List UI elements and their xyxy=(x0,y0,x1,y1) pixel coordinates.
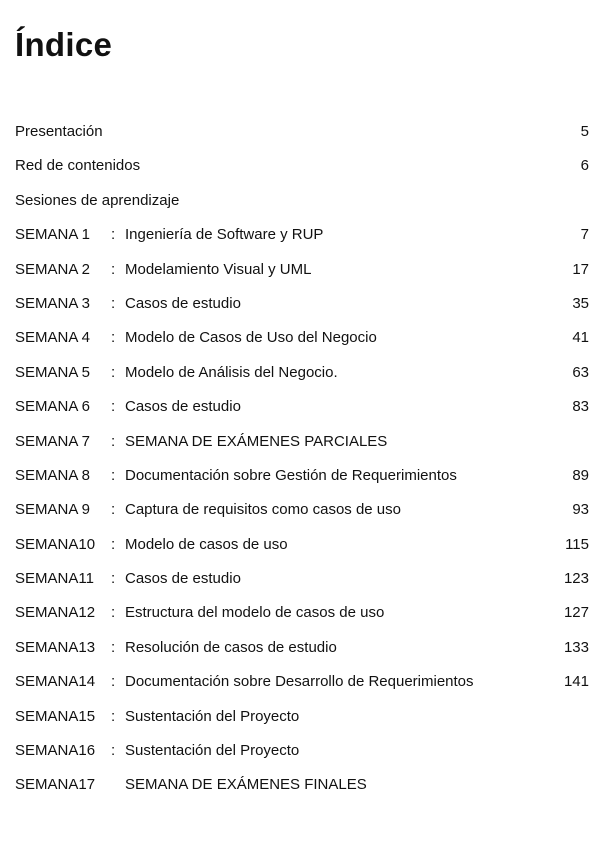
toc-row-week xyxy=(15,465,589,499)
toc-page-number: 7 xyxy=(580,226,589,244)
toc-row-week xyxy=(15,362,589,396)
toc-page-number: 35 xyxy=(572,294,589,312)
toc-row-week xyxy=(15,602,589,636)
toc-row-week xyxy=(15,671,589,705)
toc-week-topic: Documentación sobre Gestión de Requerimientos xyxy=(125,466,457,484)
toc-separator: : xyxy=(111,226,116,244)
toc-separator: : xyxy=(111,398,116,416)
toc-row-intro xyxy=(15,155,589,189)
toc-row-week xyxy=(15,327,589,361)
toc-week-label: SEMANA 4 xyxy=(15,329,91,347)
toc-page-number: 6 xyxy=(580,157,589,175)
toc-entry-label: Red de contenidos xyxy=(15,157,141,175)
toc-row-week xyxy=(15,499,589,533)
toc-row-week xyxy=(15,293,589,327)
toc-page-number: 123 xyxy=(563,570,589,588)
toc-row-week xyxy=(15,431,589,465)
toc-separator: : xyxy=(111,329,116,347)
toc-week-topic: SEMANA DE EXÁMENES FINALES xyxy=(125,776,367,794)
toc-page-number: 133 xyxy=(563,638,589,656)
table-of-contents xyxy=(15,121,589,809)
toc-row-week xyxy=(15,568,589,602)
toc-row-week xyxy=(15,774,589,808)
toc-week-label: SEMANA14 xyxy=(15,673,96,691)
toc-separator: : xyxy=(111,535,116,553)
page-title: Índice xyxy=(15,26,113,63)
toc-separator: : xyxy=(111,673,116,691)
toc-page-number: 89 xyxy=(572,466,589,484)
toc-week-label: SEMANA12 xyxy=(15,604,96,622)
toc-week-label: SEMANA16 xyxy=(15,742,96,760)
toc-entry-label: Presentación xyxy=(15,123,103,140)
toc-page-number: 93 xyxy=(572,501,589,519)
toc-week-label: SEMANA15 xyxy=(15,707,96,725)
toc-section-heading: Sesiones de aprendizaje xyxy=(15,191,180,209)
toc-week-topic: Modelo de Análisis del Negocio. xyxy=(125,363,338,381)
toc-week-topic: Ingeniería de Software y RUP xyxy=(125,226,324,244)
toc-separator: : xyxy=(111,363,116,381)
toc-separator: : xyxy=(111,466,116,484)
toc-row-week xyxy=(15,259,589,293)
toc-page-number: 115 xyxy=(565,535,589,553)
toc-row-week xyxy=(15,740,589,774)
toc-row-week xyxy=(15,706,589,740)
toc-week-topic: Modelamiento Visual y UML xyxy=(125,260,312,278)
toc-week-label: SEMANA11 xyxy=(15,570,94,588)
toc-week-label: SEMANA 9 xyxy=(15,501,91,519)
toc-page-number: 141 xyxy=(563,673,589,691)
toc-week-topic: Estructura del modelo de casos de uso xyxy=(125,604,385,622)
toc-week-label: SEMANA 2 xyxy=(15,260,91,278)
toc-week-topic: Sustentación del Proyecto xyxy=(125,742,300,760)
toc-separator: : xyxy=(111,707,116,725)
toc-week-topic: Casos de estudio xyxy=(125,294,241,312)
toc-week-topic: SEMANA DE EXÁMENES PARCIALES xyxy=(125,432,388,450)
toc-page-number: 5 xyxy=(580,123,589,140)
toc-week-label: SEMANA 8 xyxy=(15,466,91,484)
toc-separator: : xyxy=(111,742,116,760)
toc-row-intro xyxy=(15,121,589,155)
toc-row-week xyxy=(15,224,589,258)
toc-row-week xyxy=(15,396,589,430)
toc-week-label: SEMANA10 xyxy=(15,535,96,553)
toc-separator: : xyxy=(111,432,116,450)
toc-week-topic: Modelo de Casos de Uso del Negocio xyxy=(125,329,377,347)
toc-week-label: SEMANA 5 xyxy=(15,363,91,381)
toc-separator: : xyxy=(111,604,116,622)
toc-separator: : xyxy=(111,570,116,588)
toc-week-label: SEMANA 6 xyxy=(15,398,91,416)
toc-week-label: SEMANA 1 xyxy=(15,226,91,244)
toc-row-week xyxy=(15,637,589,671)
toc-separator: : xyxy=(111,638,116,656)
toc-week-label: SEMANA 3 xyxy=(15,294,91,312)
toc-row-intro xyxy=(15,190,589,224)
toc-page-number: 17 xyxy=(572,260,589,278)
toc-page-number: 127 xyxy=(563,604,589,622)
toc-page-number: 63 xyxy=(572,363,589,381)
toc-separator: : xyxy=(111,260,116,278)
toc-week-label: SEMANA17 xyxy=(15,776,96,794)
toc-page-number: 83 xyxy=(572,398,589,416)
toc-separator: : xyxy=(111,294,116,312)
toc-page-number: 41 xyxy=(572,329,589,347)
toc-separator: : xyxy=(111,501,116,519)
toc-week-topic: Casos de estudio xyxy=(125,398,241,416)
toc-week-topic: Modelo de casos de uso xyxy=(125,535,288,553)
toc-week-topic: Captura de requisitos como casos de uso xyxy=(125,501,401,519)
toc-week-label: SEMANA13 xyxy=(15,638,96,656)
toc-week-topic: Sustentación del Proyecto xyxy=(125,707,300,725)
toc-week-topic: Casos de estudio xyxy=(125,570,241,588)
toc-row-week xyxy=(15,534,589,568)
toc-week-topic: Documentación sobre Desarrollo de Requerimientos xyxy=(125,673,474,691)
toc-week-topic: Resolución de casos de estudio xyxy=(125,638,337,656)
toc-week-label: SEMANA 7 xyxy=(15,432,91,450)
